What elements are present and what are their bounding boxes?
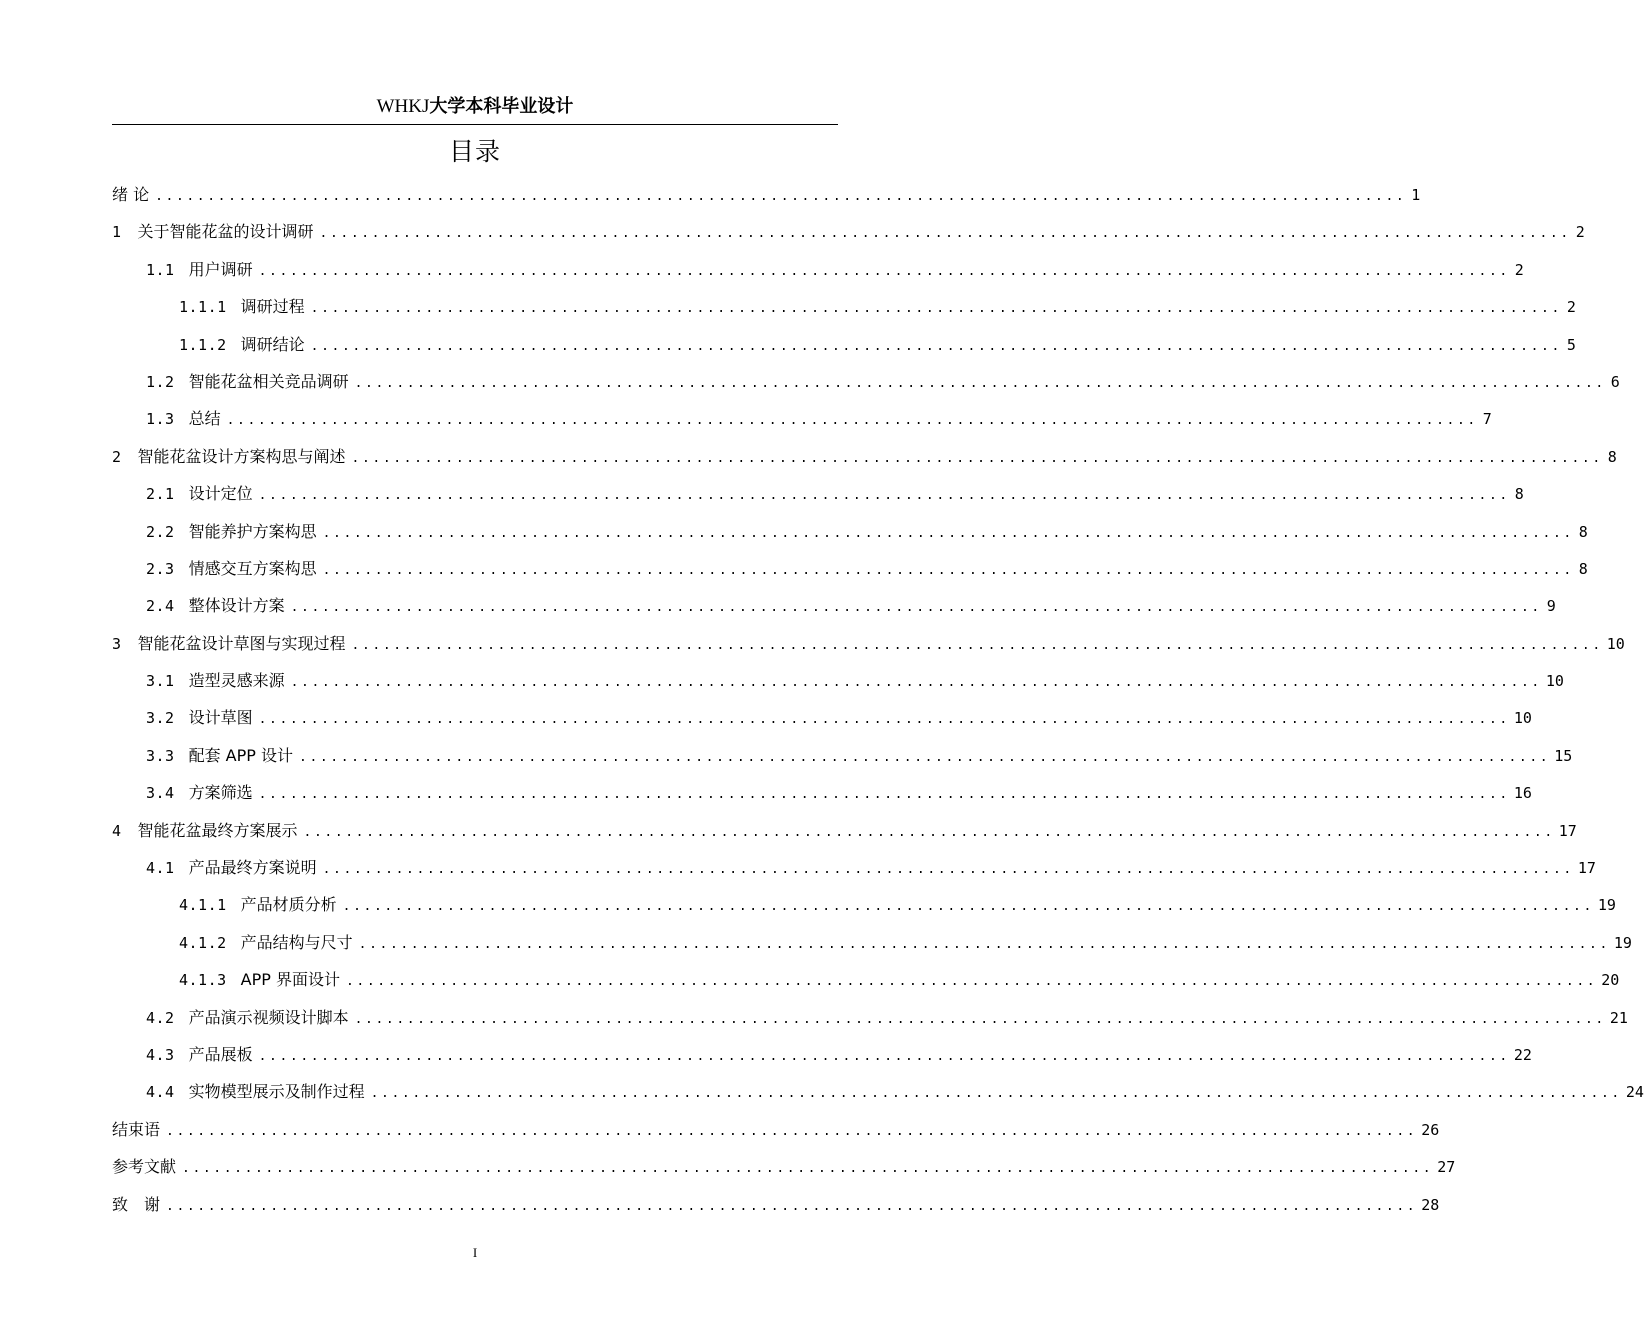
toc-entry-page: 21: [1609, 1008, 1628, 1027]
toc-entry-page: 8: [1514, 485, 1524, 504]
toc-dot-leader: ........................................................................................................................: [319, 226, 1571, 242]
toc-entry-number: 3.3: [146, 746, 175, 765]
toc-entry[interactable]: [112, 363, 1620, 400]
header-rule: [112, 124, 838, 125]
toc-entry[interactable]: [112, 812, 1577, 849]
toc-entry[interactable]: [112, 999, 1628, 1036]
toc-dot-leader: ........................................................................................................................: [346, 974, 1598, 990]
toc-dot-leader: ........................................................................................................................: [358, 936, 1610, 952]
toc-dot-leader: ........................................................................................................................: [258, 488, 1510, 504]
toc-entry-label: 智能花盆设计草图与实现过程: [137, 633, 346, 653]
toc-entry-number: 1.1.1: [179, 298, 227, 317]
toc-entry-page: 2: [1514, 260, 1524, 279]
toc-entry[interactable]: [112, 475, 1524, 512]
toc-dot-leader: ........................................................................................................................: [182, 1161, 1434, 1177]
toc-entry-number: 2.2: [146, 522, 175, 541]
toc-entry[interactable]: [112, 924, 1632, 961]
toc-entry-number: 1.2: [146, 372, 175, 391]
toc-entry[interactable]: [112, 288, 1576, 325]
toc-entry-number: 4: [112, 821, 122, 840]
toc-dot-leader: ........................................................................................................................: [155, 189, 1407, 204]
header-title-text: 大学本科毕业设计: [429, 96, 574, 117]
toc-dot-leader: ........................................................................................................................: [322, 562, 1574, 578]
toc-entry-page: 5: [1566, 335, 1576, 354]
toc-entry[interactable]: [112, 213, 1585, 250]
toc-entry[interactable]: [112, 251, 1524, 288]
toc-entry-label: 智能花盆相关竞品调研: [188, 371, 349, 391]
toc-dot-leader: ........................................................................................................................: [166, 1198, 1418, 1214]
toc-entry-page: 17: [1577, 859, 1596, 878]
toc-dot-leader: ........................................................................................................................: [354, 375, 1606, 391]
toc-entry[interactable]: [112, 1111, 1440, 1148]
toc-entry-label: 产品材质分析: [240, 895, 337, 915]
toc-entry[interactable]: [112, 1186, 1440, 1223]
toc-dot-leader: ........................................................................................................................: [166, 1123, 1418, 1139]
toc-entry-label: 绪 论: [112, 185, 150, 204]
toc-entry-page: 16: [1513, 784, 1532, 803]
toc-entry-page: 24: [1625, 1083, 1644, 1102]
toc-entry[interactable]: [112, 1036, 1532, 1073]
toc-entry-number: 1.1.2: [179, 335, 227, 354]
toc-entry[interactable]: [112, 176, 1421, 213]
header-latin-text: WHKJ: [376, 96, 430, 117]
toc-entry-page: 8: [1607, 447, 1617, 466]
toc-dot-leader: ........................................................................................................................: [322, 525, 1574, 541]
toc-entry-number: 2.4: [146, 597, 175, 616]
toc-entry-page: 8: [1578, 522, 1588, 541]
toc-entry-number: 3.2: [146, 709, 175, 728]
toc-dot-leader: ........................................................................................................................: [290, 675, 1542, 691]
toc-entry-number: 1.3: [146, 410, 175, 429]
toc-entry-number: 4.1: [146, 859, 175, 878]
toc-entry-number: 4.1.2: [179, 933, 227, 952]
toc-entry[interactable]: [112, 438, 1617, 475]
toc-entry-label: 总结: [188, 409, 221, 429]
toc-entry-number: 2: [112, 447, 122, 466]
toc-entry-number: 4.1.3: [179, 971, 227, 990]
toc-entry[interactable]: [112, 886, 1616, 923]
toc-entry-page: 2: [1575, 223, 1585, 242]
toc-entry-label: 情感交互方案构思: [188, 558, 317, 578]
toc-entry-label: 方案筛选: [188, 783, 253, 803]
toc-dot-leader: ........................................................................................................................: [258, 712, 1510, 728]
toc-entry-label: 实物模型展示及制作过程: [188, 1082, 365, 1102]
toc-title: 目录: [448, 137, 501, 166]
toc-entry[interactable]: [112, 625, 1625, 662]
toc-entry-page: 10: [1606, 634, 1625, 653]
toc-entry-number: 1.1: [146, 260, 175, 279]
toc-entry-label: 智能花盆设计方案构思与阐述: [137, 446, 346, 466]
toc-dot-leader: ........................................................................................................................: [299, 749, 1551, 765]
toc-entry-label: 整体设计方案: [188, 596, 285, 616]
toc-entry-page: 26: [1421, 1120, 1440, 1139]
toc-entry-label: 关于智能花盆的设计调研: [137, 222, 314, 242]
toc-entry[interactable]: [112, 400, 1492, 437]
toc-entry-label: 智能养护方案构思: [188, 521, 317, 541]
toc-entry[interactable]: [112, 550, 1588, 587]
toc-entry[interactable]: [112, 737, 1573, 774]
toc-entry[interactable]: [112, 774, 1532, 811]
toc-entry-label: 配套 APP 设计: [188, 745, 294, 765]
toc-entry[interactable]: [112, 1073, 1644, 1110]
toc-entry[interactable]: [112, 961, 1620, 998]
toc-entry-page: 22: [1513, 1045, 1532, 1064]
toc-entry-page: 1: [1411, 186, 1421, 204]
toc-entry-page: 10: [1545, 672, 1564, 691]
toc-entry-number: 4.4: [146, 1083, 175, 1102]
toc-entry-label: 造型灵感来源: [188, 671, 285, 691]
toc-dot-leader: ........................................................................................................................: [310, 301, 1562, 317]
toc-dot-leader: ........................................................................................................................: [354, 1011, 1606, 1027]
toc-entry-number: 3.1: [146, 672, 175, 691]
toc-entry-page: 9: [1546, 597, 1556, 616]
toc-dot-leader: ........................................................................................................................: [370, 1086, 1622, 1102]
toc-entry-number: 4.3: [146, 1045, 175, 1064]
toc-dot-leader: ........................................................................................................................: [342, 899, 1594, 915]
toc-entry-label: 参考文献: [112, 1157, 177, 1177]
toc-dot-leader: ........................................................................................................................: [258, 787, 1510, 803]
toc-dot-leader: ........................................................................................................................: [310, 338, 1562, 354]
toc-entry-label: 用户调研: [188, 259, 253, 279]
toc-entry[interactable]: [112, 849, 1596, 886]
toc-entry-page: 7: [1482, 410, 1492, 429]
footer-page-number: I: [472, 1245, 478, 1260]
toc-entry-page: 10: [1513, 709, 1532, 728]
table-of-contents: [112, 176, 1644, 1223]
toc-dot-leader: ........................................................................................................................: [290, 600, 1542, 616]
toc-entry-page: 17: [1558, 821, 1577, 840]
toc-dot-leader: ........................................................................................................................: [351, 637, 1603, 653]
toc-entry-label: 产品演示视频设计脚本: [188, 1007, 349, 1027]
toc-dot-leader: ........................................................................................................................: [226, 413, 1478, 429]
toc-entry[interactable]: [112, 662, 1564, 699]
toc-entry-label: 智能花盆最终方案展示: [137, 820, 298, 840]
toc-entry-label: 产品最终方案说明: [188, 858, 317, 878]
toc-entry-page: 19: [1613, 933, 1632, 952]
toc-entry[interactable]: [112, 326, 1576, 363]
toc-dot-leader: ........................................................................................................................: [258, 263, 1510, 279]
toc-entry[interactable]: [112, 587, 1556, 624]
toc-entry-page: 19: [1597, 896, 1616, 915]
toc-entry-page: 8: [1578, 559, 1588, 578]
toc-entry-number: 3.4: [146, 784, 175, 803]
toc-entry[interactable]: [112, 699, 1532, 736]
toc-entry-number: 4.1.1: [179, 896, 227, 915]
toc-entry-label: 设计草图: [188, 708, 253, 728]
toc-entry-page: 27: [1437, 1158, 1456, 1177]
toc-entry-number: 4.2: [146, 1008, 175, 1027]
toc-entry-label: 结束语: [112, 1119, 161, 1139]
toc-entry-page: 6: [1610, 372, 1620, 391]
toc-entry-label: APP 界面设计: [240, 970, 340, 990]
toc-entry-number: 2.3: [146, 559, 175, 578]
toc-entry-label: 产品展板: [188, 1044, 253, 1064]
toc-entry-number: 1: [112, 223, 122, 242]
toc-entry-label: 调研结论: [240, 334, 305, 354]
toc-entry-page: 2: [1566, 298, 1576, 317]
toc-entry-label: 产品结构与尺寸: [240, 932, 353, 952]
toc-entry-page: 28: [1421, 1195, 1440, 1214]
toc-entry-label: 调研过程: [240, 297, 305, 317]
toc-dot-leader: ........................................................................................................................: [351, 450, 1603, 466]
toc-entry-label: 设计定位: [188, 484, 253, 504]
toc-dot-leader: ........................................................................................................................: [258, 1048, 1510, 1064]
toc-entry[interactable]: [112, 1148, 1456, 1185]
toc-entry-page: 15: [1554, 746, 1573, 765]
toc-entry-number: 3: [112, 634, 122, 653]
toc-entry[interactable]: [112, 513, 1588, 550]
toc-entry-label: 致 谢: [112, 1194, 161, 1214]
page-header: [0, 94, 950, 120]
toc-entry-page: 20: [1601, 971, 1620, 990]
toc-dot-leader: ........................................................................................................................: [322, 862, 1574, 878]
toc-entry-number: 2.1: [146, 485, 175, 504]
toc-dot-leader: ........................................................................................................................: [303, 824, 1555, 840]
